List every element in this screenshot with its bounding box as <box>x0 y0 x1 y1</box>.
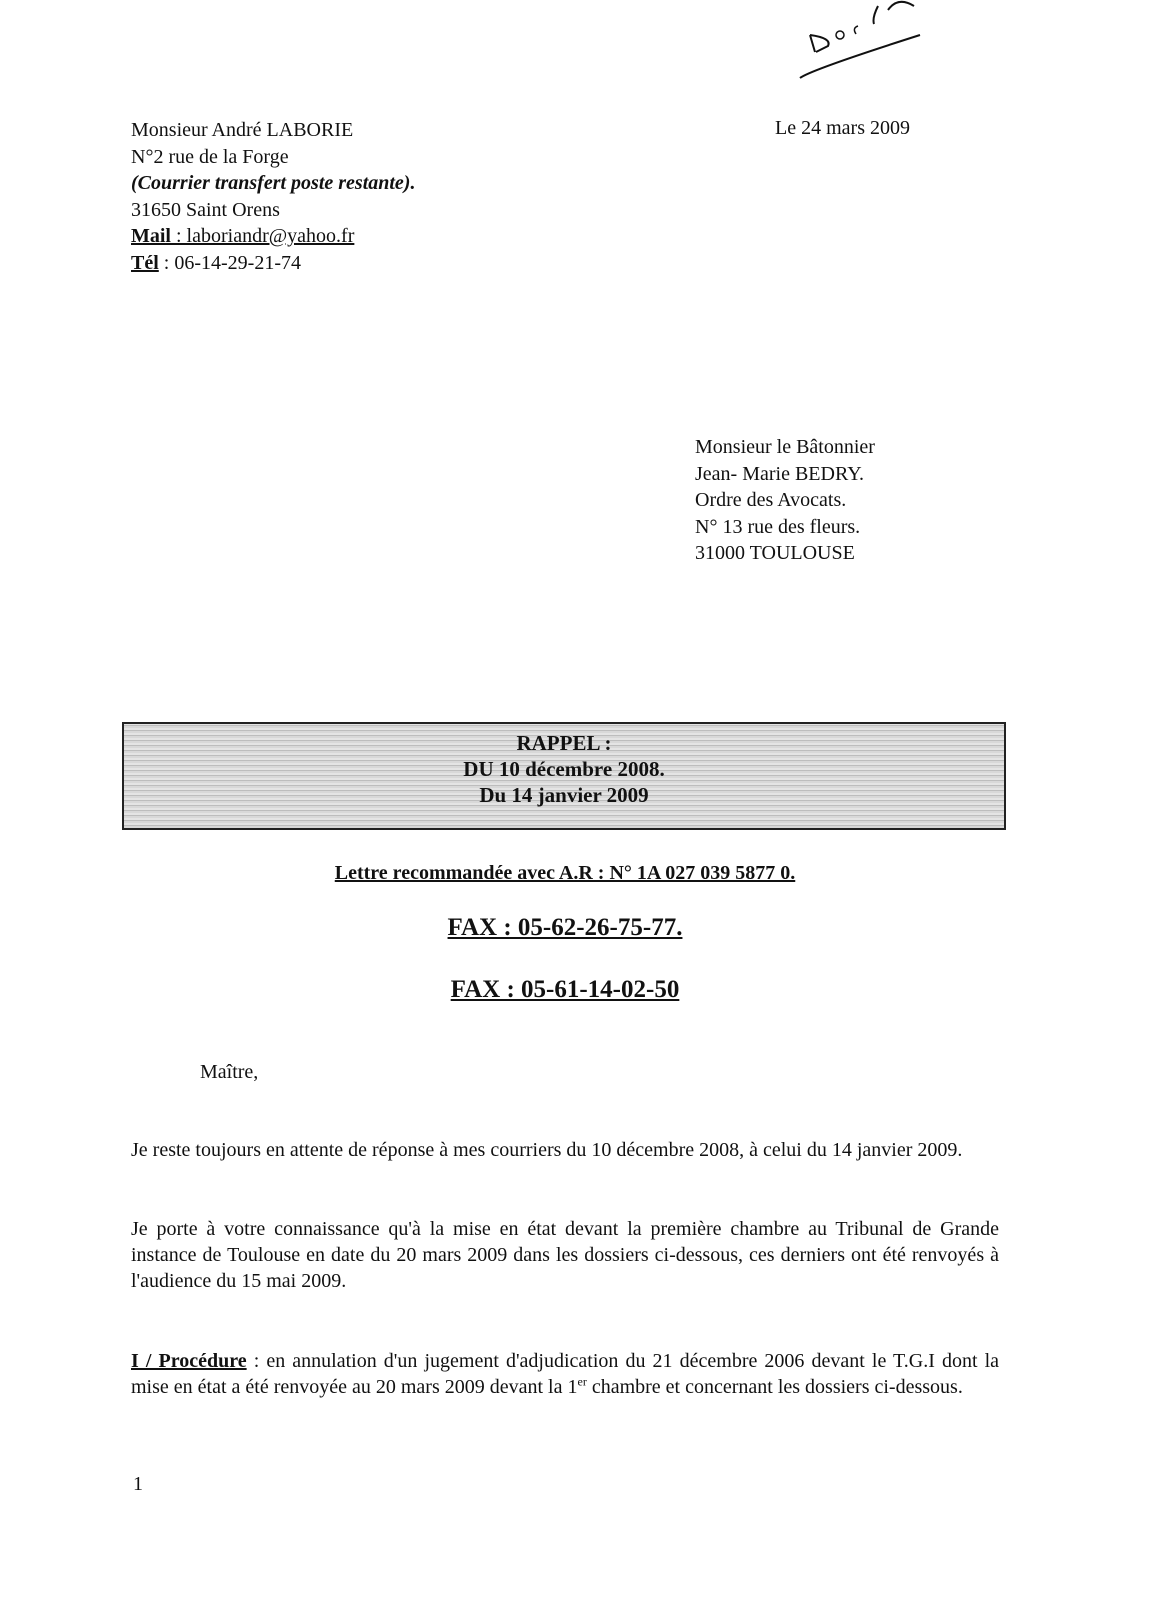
fax-number: FAX : 05-62-26-75-77. <box>447 914 683 941</box>
handwritten-annotation <box>770 0 930 90</box>
procedure-text: chambre et concernant les dossiers ci-dessous. <box>586 1376 963 1398</box>
fax-number: FAX : 05-61-14-02-50 <box>450 976 680 1003</box>
sender-street: N°2 rue de la Forge <box>131 145 289 168</box>
recipient-line: N° 13 rue des fleurs. <box>695 515 861 538</box>
rappel-title: RAPPEL : <box>516 731 612 755</box>
salutation: Maître, <box>200 1061 259 1083</box>
sender-city: 31650 Saint Orens <box>131 198 280 221</box>
recipient-line: Monsieur le Bâtonnier <box>695 436 875 458</box>
letter-date: Le 24 mars 2009 <box>775 117 910 139</box>
procedure-label: I / Procédure <box>131 1350 247 1372</box>
sender-note: (Courrier transfert poste restante). <box>131 172 416 194</box>
procedure-paragraph <box>131 1348 999 1400</box>
rappel-line: Du 14 janvier 2009 <box>479 783 649 807</box>
mail-value: : laboriandr@yahoo.fr <box>171 225 355 247</box>
recipient-line: Jean- Marie BEDRY. <box>695 462 865 485</box>
rappel-box <box>122 722 1006 830</box>
superscript: er <box>577 1374 587 1389</box>
sender-address <box>131 117 415 276</box>
tel-value: : 06-14-29-21-74 <box>158 251 301 274</box>
recipient-line: 31000 TOULOUSE <box>695 542 855 564</box>
mail-label: Mail <box>131 225 171 247</box>
body-paragraph: Je porte à votre connaissance qu'à la mise en état devant la première chambre au Tribunal de Grande instance de Toulouse en date du 20 mars 2009 dans les dossiers ci-dessous, ces derniers ont été renvoyés à l'audience du 15 mai 2009. <box>131 1218 999 1292</box>
tel-label: Tél <box>131 251 159 274</box>
registered-letter-number: Lettre recommandée avec A.R : N° 1A 027 039 5877 0. <box>334 862 796 884</box>
procedure-text: : en annulation d'un jugement d'adjudication du 21 décembre 2006 devant le T.G.I dont la mise en état a été renvoyée au 20 mars 2009 devant la 1 <box>131 1350 1000 1398</box>
rappel-line: DU 10 décembre 2008. <box>463 757 665 781</box>
recipient-line: Ordre des Avocats. <box>695 489 847 511</box>
sender-name: Monsieur André LABORIE <box>131 119 354 141</box>
body-paragraph: Je reste toujours en attente de réponse à mes courriers du 10 décembre 2008, à celui du 14 janvier 2009. <box>131 1139 963 1161</box>
recipient-address <box>695 434 875 567</box>
page-number: 1 <box>133 1473 143 1495</box>
